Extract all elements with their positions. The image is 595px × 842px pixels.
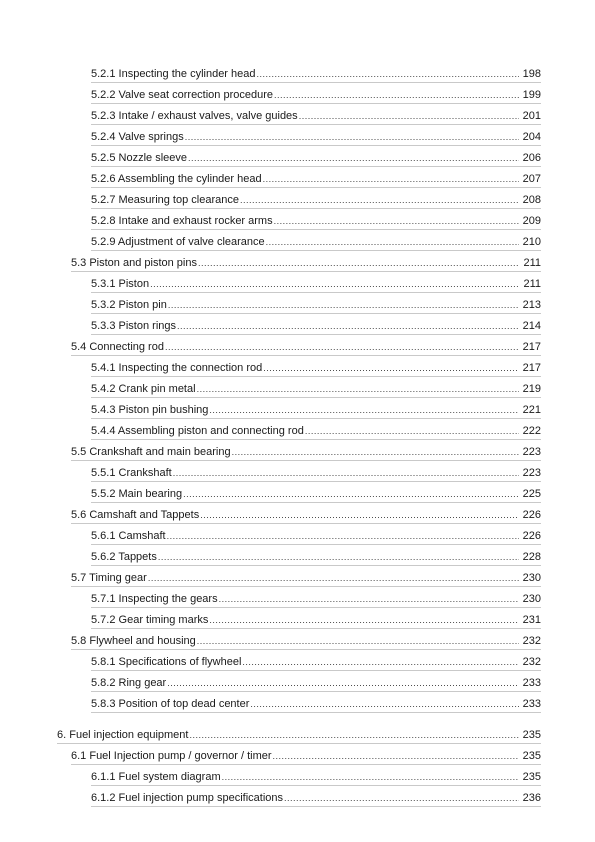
toc-entry-page-number: 211 (523, 257, 541, 269)
toc-entry-title: 5.7.1 Inspecting the gears (91, 593, 218, 605)
toc-entry-title: 5.2.7 Measuring top clearance (91, 194, 239, 206)
toc-entry-title: 5.2.2 Valve seat correction procedure (91, 89, 274, 101)
dot-leader (209, 402, 518, 418)
dot-leader (305, 423, 519, 439)
toc-entry[interactable] (91, 528, 541, 545)
toc-entry[interactable] (71, 339, 541, 356)
toc-entry-page-number: 233 (522, 677, 541, 689)
dot-leader (197, 633, 519, 649)
toc-entry-title: 5.5.2 Main bearing (91, 488, 183, 500)
toc-entry-title: 5.3.3 Piston rings (91, 320, 176, 332)
dot-leader (232, 444, 519, 460)
toc-entry[interactable] (71, 507, 541, 524)
dot-leader (257, 66, 519, 82)
toc-entry-page-number: 226 (522, 509, 541, 521)
toc-entry[interactable] (91, 171, 541, 188)
toc-entry-title: 5.2.8 Intake and exhaust rocker arms (91, 215, 273, 227)
toc-entry-page-number: 213 (522, 299, 541, 311)
toc-entry-page-number: 228 (522, 551, 541, 563)
toc-entry-page-number: 233 (522, 698, 541, 710)
toc-entry-title: 5.3 Piston and piston pins (71, 257, 197, 269)
toc-entry-title: 6.1 Fuel Injection pump / governor / timer (71, 750, 272, 762)
toc-entry-page-number: 235 (522, 750, 541, 762)
toc-entry-title: 5.8.1 Specifications of flywheel (91, 656, 242, 668)
toc-entry[interactable] (91, 192, 541, 209)
toc-entry-page-number: 199 (522, 89, 541, 101)
toc-entry[interactable] (71, 255, 541, 272)
toc-entry-title: 5.6.1 Camshaft (91, 530, 166, 542)
toc-entry-page-number: 223 (522, 446, 541, 458)
toc-entry-page-number: 232 (522, 656, 541, 668)
toc-entry[interactable] (91, 790, 541, 807)
toc-entry-title: 5.8.2 Ring gear (91, 677, 167, 689)
toc-entry-title: 5.4.2 Crank pin metal (91, 383, 196, 395)
toc-entry[interactable] (71, 570, 541, 587)
toc-entry[interactable] (91, 654, 541, 671)
toc-entry-page-number: 219 (522, 383, 541, 395)
toc-entry[interactable] (91, 129, 541, 146)
toc-entry-page-number: 235 (522, 771, 541, 783)
toc-entry-page-number: 201 (522, 110, 541, 122)
toc-entry[interactable] (91, 150, 541, 167)
dot-leader (266, 234, 519, 250)
toc-entry[interactable] (91, 769, 541, 786)
dot-leader (167, 675, 518, 691)
toc-entry[interactable] (71, 444, 541, 461)
dot-leader (242, 654, 518, 670)
dot-leader (183, 486, 519, 502)
dot-leader (177, 318, 519, 334)
toc-entry-page-number: 210 (522, 236, 541, 248)
toc-entry[interactable] (91, 108, 541, 125)
toc-entry-page-number: 206 (522, 152, 541, 164)
toc-entry-page-number: 230 (522, 572, 541, 584)
toc-entry-title: 5.4.4 Assembling piston and connecting rod (91, 425, 304, 437)
toc-entry[interactable] (91, 381, 541, 398)
dot-leader (150, 276, 519, 292)
toc-entry[interactable] (71, 748, 541, 765)
toc-entry-page-number: 217 (522, 362, 541, 374)
toc-entry-title: 5.4.3 Piston pin bushing (91, 404, 209, 416)
toc-entry[interactable] (91, 591, 541, 608)
toc-entry-title: 5.2.4 Valve springs (91, 131, 184, 143)
toc-entry-title: 5.2.6 Assembling the cylinder head (91, 173, 262, 185)
dot-leader (189, 727, 518, 743)
toc-entry-page-number: 207 (522, 173, 541, 185)
toc-entry-title: 5.3.2 Piston pin (91, 299, 167, 311)
toc-entry[interactable] (91, 297, 541, 314)
toc-entry[interactable] (57, 727, 541, 744)
toc-entry-title: 5.8 Flywheel and housing (71, 635, 196, 647)
dot-leader (148, 570, 519, 586)
toc-entry-page-number: 214 (522, 320, 541, 332)
toc-entry-page-number: 208 (522, 194, 541, 206)
dot-leader (168, 297, 519, 313)
toc-entry[interactable] (91, 612, 541, 629)
toc-entry-page-number: 223 (522, 467, 541, 479)
toc-entry-title: 5.6.2 Tappets (91, 551, 157, 563)
toc-entry-title: 5.4.1 Inspecting the connection rod (91, 362, 263, 374)
toc-entry-page-number: 211 (523, 278, 541, 290)
toc-entry-title: 5.4 Connecting rod (71, 341, 164, 353)
toc-entry-page-number: 236 (522, 792, 541, 804)
toc-entry[interactable] (91, 402, 541, 419)
toc-entry-title: 5.7 Timing gear (71, 572, 147, 584)
toc-entry-title: 5.8.3 Position of top dead center (91, 698, 250, 710)
toc-entry[interactable] (91, 318, 541, 335)
toc-entry[interactable] (91, 276, 541, 293)
toc-entry[interactable] (91, 213, 541, 230)
toc-entry-title: 6. Fuel injection equipment (57, 729, 189, 741)
toc-entry[interactable] (91, 549, 541, 566)
toc-entry-page-number: 198 (522, 68, 541, 80)
dot-leader (263, 171, 519, 187)
toc-entry-page-number: 225 (522, 488, 541, 500)
toc-entry-title: 5.2.9 Adjustment of valve clearance (91, 236, 265, 248)
toc-entry-title: 5.2.3 Intake / exhaust valves, valve guides (91, 110, 298, 122)
toc-entry[interactable] (71, 633, 541, 650)
toc-entry-page-number: 204 (522, 131, 541, 143)
toc-entry-title: 6.1.1 Fuel system diagram (91, 771, 221, 783)
toc-entry-page-number: 235 (522, 729, 541, 741)
dot-leader (250, 696, 518, 712)
dot-leader (200, 507, 518, 523)
toc-entry[interactable] (91, 465, 541, 482)
toc-entry-title: 5.2.5 Nozzle sleeve (91, 152, 187, 164)
toc-entry-page-number: 231 (522, 614, 541, 626)
toc-entry[interactable] (91, 696, 541, 713)
dot-leader (185, 129, 519, 145)
dot-leader (165, 339, 519, 355)
toc-entry-page-number: 222 (522, 425, 541, 437)
toc-entry-title: 5.6 Camshaft and Tappets (71, 509, 200, 521)
toc-entry-title: 5.3.1 Piston (91, 278, 150, 290)
toc-entry[interactable] (91, 423, 541, 440)
toc-entry-title: 5.5.1 Crankshaft (91, 467, 172, 479)
toc-entry-page-number: 217 (522, 341, 541, 353)
toc-entry-page-number: 226 (522, 530, 541, 542)
dot-leader (263, 360, 518, 376)
dot-leader (222, 769, 519, 785)
toc-entry-title: 6.1.2 Fuel injection pump specifications (91, 792, 283, 804)
dot-leader (219, 591, 519, 607)
dot-leader (209, 612, 518, 628)
toc-entry[interactable] (91, 234, 541, 251)
dot-leader (274, 213, 519, 229)
dot-leader (173, 465, 519, 481)
toc-entry-title: 5.7.2 Gear timing marks (91, 614, 209, 626)
toc-entry-title: 5.5 Crankshaft and main bearing (71, 446, 231, 458)
toc-entry[interactable] (91, 486, 541, 503)
dot-leader (299, 108, 519, 124)
toc-entry[interactable] (91, 675, 541, 692)
toc-entry-page-number: 221 (522, 404, 541, 416)
dot-leader (158, 549, 519, 565)
toc-entry[interactable] (91, 87, 541, 104)
dot-leader (284, 790, 519, 806)
dot-leader (274, 87, 519, 103)
toc-entry-page-number: 230 (522, 593, 541, 605)
dot-leader (167, 528, 519, 544)
dot-leader (188, 150, 519, 166)
dot-leader (197, 381, 519, 397)
toc-entry[interactable] (91, 360, 541, 377)
toc-entry[interactable] (91, 66, 541, 83)
dot-leader (198, 255, 519, 271)
toc-entry-title: 5.2.1 Inspecting the cylinder head (91, 68, 256, 80)
toc-entry-page-number: 232 (522, 635, 541, 647)
toc-entry-page-number: 209 (522, 215, 541, 227)
dot-leader (240, 192, 519, 208)
dot-leader (273, 748, 519, 764)
